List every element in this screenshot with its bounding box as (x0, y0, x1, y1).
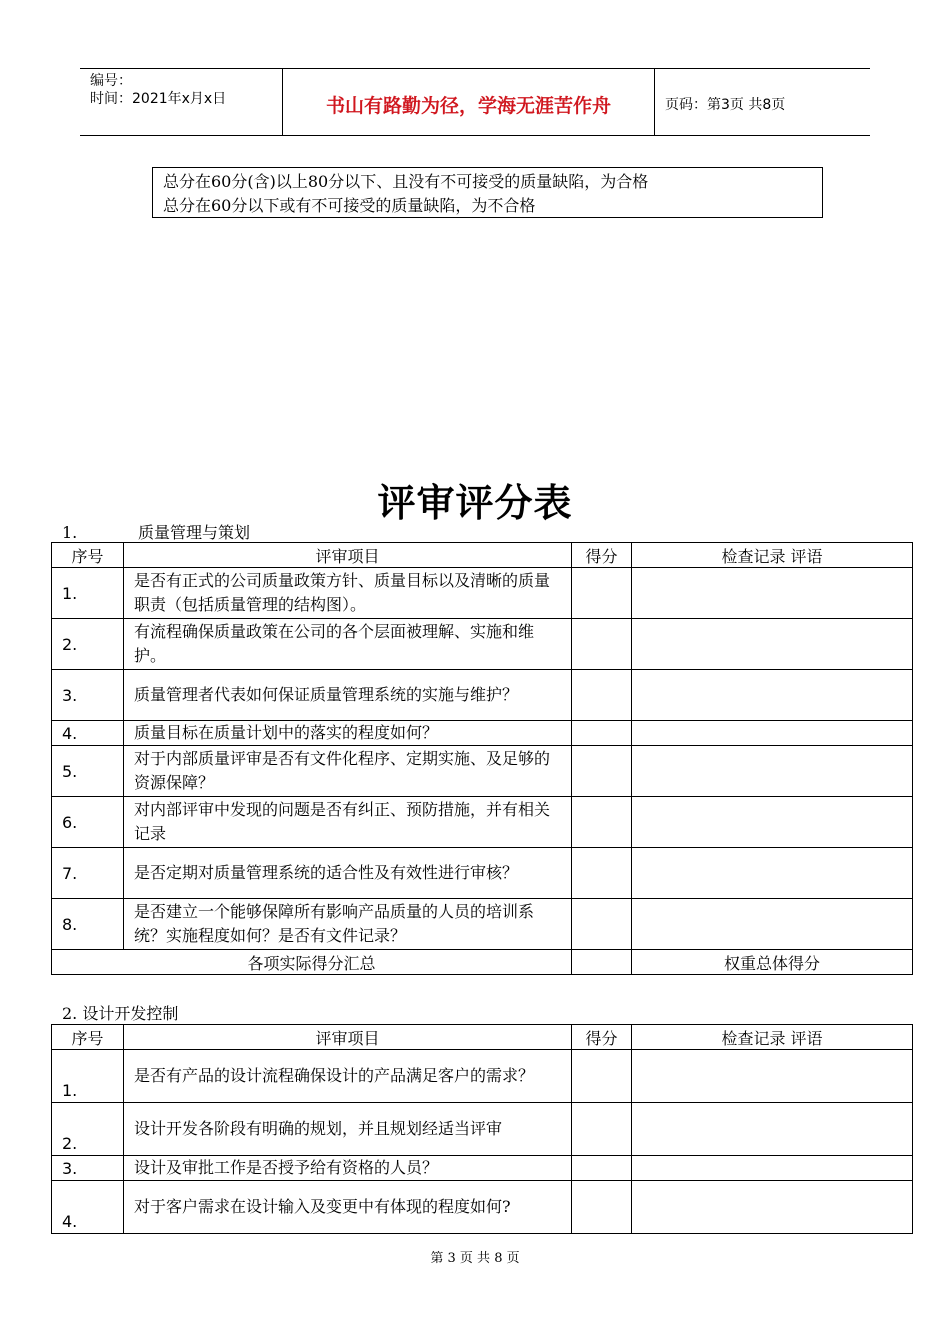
section1-table (51, 542, 913, 975)
page-footer: 第 3 页 共 8 页 (430, 1251, 520, 1266)
col-score: 得分 (572, 543, 632, 568)
col-record: 检查记录 评语 (632, 1025, 913, 1050)
table-row (52, 1181, 913, 1234)
table-row (52, 1156, 913, 1181)
row-seq: 4. (52, 721, 124, 746)
table-row (52, 1103, 913, 1156)
record-cell[interactable] (632, 670, 913, 721)
document-number: 编号： (90, 73, 132, 89)
score-cell[interactable] (572, 721, 632, 746)
row-seq: 1. (52, 568, 124, 619)
col-item: 评审项目 (124, 543, 572, 568)
row-item: 质量目标在质量计划中的落实的程度如何？ (124, 721, 572, 746)
header-meta (80, 69, 283, 135)
row-item: 有流程确保质量政策在公司的各个层面被理解、实施和维护。 (124, 619, 572, 670)
record-cell[interactable] (632, 619, 913, 670)
score-cell[interactable] (572, 899, 632, 950)
score-cell[interactable] (572, 568, 632, 619)
col-score: 得分 (572, 1025, 632, 1050)
page-title: 评审评分表 (377, 481, 573, 525)
section2-table (51, 1024, 913, 1234)
summary-score-cell[interactable] (572, 950, 632, 975)
row-item: 是否有产品的设计流程确保设计的产品满足客户的需求？ (124, 1050, 572, 1103)
page-header (80, 68, 870, 136)
section1-title: 质量管理与策划 (138, 523, 251, 542)
weight-label: 权重总体得分 (632, 950, 913, 975)
table-row (52, 899, 913, 950)
header-motto: 书山有路勤为径，学海无涯苦作舟 (283, 69, 655, 135)
col-seq: 序号 (52, 1025, 124, 1050)
section1-number: 1. (62, 523, 78, 542)
table-row (52, 619, 913, 670)
record-cell[interactable] (632, 797, 913, 848)
row-seq: 1. (52, 1050, 124, 1103)
table-row (52, 568, 913, 619)
col-record: 检查记录 评语 (632, 543, 913, 568)
score-cell[interactable] (572, 848, 632, 899)
col-seq: 序号 (52, 543, 124, 568)
summary-label: 各项实际得分汇总 (52, 950, 572, 975)
table-row (52, 848, 913, 899)
section2-heading: 2. 设计开发控制 (62, 1004, 179, 1023)
record-cell[interactable] (632, 746, 913, 797)
table-row (52, 721, 913, 746)
record-cell[interactable] (632, 1181, 913, 1234)
record-cell[interactable] (632, 568, 913, 619)
row-item: 是否建立一个能够保障所有影响产品质量的人员的培训系统？实施程度如何？是否有文件记录？ (124, 899, 572, 950)
score-cell[interactable] (572, 670, 632, 721)
score-cell[interactable] (572, 1103, 632, 1156)
row-item: 是否定期对质量管理系统的适合性及有效性进行审核？ (124, 848, 572, 899)
score-cell[interactable] (572, 746, 632, 797)
score-cell[interactable] (572, 797, 632, 848)
col-item: 评审项目 (124, 1025, 572, 1050)
score-cell[interactable] (572, 619, 632, 670)
row-seq: 2. (52, 619, 124, 670)
score-cell[interactable] (572, 1050, 632, 1103)
record-cell[interactable] (632, 1103, 913, 1156)
row-seq: 4. (52, 1181, 124, 1234)
row-item: 对内部评审中发现的问题是否有纠正、预防措施，并有相关记录 (124, 797, 572, 848)
row-seq: 3. (52, 670, 124, 721)
row-seq: 2. (52, 1103, 124, 1156)
row-seq: 7. (52, 848, 124, 899)
record-cell[interactable] (632, 899, 913, 950)
header-page-number: 页码：第3页 共8页 (665, 97, 786, 113)
row-item: 质量管理者代表如何保证质量管理系统的实施与维护？ (124, 670, 572, 721)
row-seq: 5. (52, 746, 124, 797)
score-cell[interactable] (572, 1181, 632, 1234)
row-item: 对于客户需求在设计输入及变更中有体现的程度如何? (124, 1181, 572, 1234)
row-item: 设计开发各阶段有明确的规划，并且规划经适当评审 (124, 1103, 572, 1156)
summary-row (52, 950, 913, 975)
record-cell[interactable] (632, 848, 913, 899)
criteria-fail: 总分在60分以下或有不可接受的质量缺陷，为不合格 (163, 196, 536, 215)
table-row (52, 670, 913, 721)
document-date: 时间：2021年x月x日 (90, 91, 227, 107)
table-row (52, 1050, 913, 1103)
score-cell[interactable] (572, 1156, 632, 1181)
row-seq: 6. (52, 797, 124, 848)
row-seq: 3. (52, 1156, 124, 1181)
row-item: 对于内部质量评审是否有文件化程序、定期实施、及足够的资源保障？ (124, 746, 572, 797)
row-seq: 8. (52, 899, 124, 950)
table-header-row (52, 1025, 913, 1050)
criteria-pass: 总分在60分(含)以上80分以下、且没有不可接受的质量缺陷，为合格 (163, 172, 649, 191)
record-cell[interactable] (632, 1156, 913, 1181)
table-row (52, 797, 913, 848)
record-cell[interactable] (632, 721, 913, 746)
record-cell[interactable] (632, 1050, 913, 1103)
row-item: 是否有正式的公司质量政策方针、质量目标以及清晰的质量职责（包括质量管理的结构图）。 (124, 568, 572, 619)
section1-heading (62, 520, 250, 543)
table-row (52, 746, 913, 797)
table-header-row (52, 543, 913, 568)
row-item: 设计及审批工作是否授予给有资格的人员？ (124, 1156, 572, 1181)
criteria-box (152, 167, 823, 218)
